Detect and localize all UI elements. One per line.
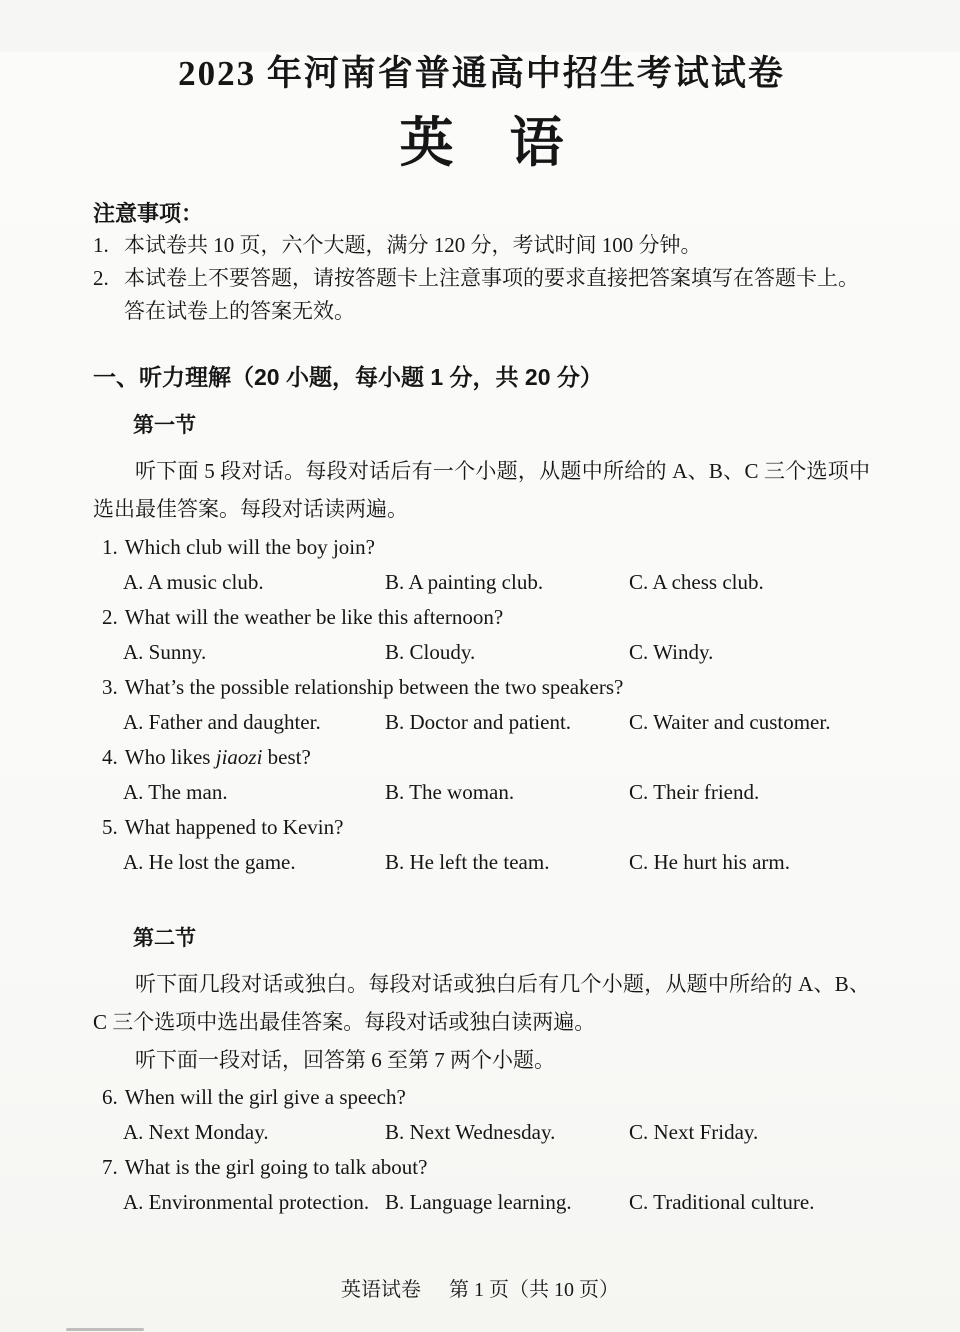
option-c: C. Traditional culture. xyxy=(629,1190,815,1215)
question-text: 3. What’s the possible relationship between the two speakers? xyxy=(102,675,624,700)
part1-heading: 第一节 xyxy=(133,414,196,438)
question-options xyxy=(93,635,870,670)
option-c: C. Next Friday. xyxy=(629,1120,759,1145)
page-footer xyxy=(0,1278,960,1302)
notice-section xyxy=(93,199,870,328)
option-b: B. A painting club. xyxy=(385,570,544,595)
option-b: B. The woman. xyxy=(385,780,515,805)
listening-section-heading: 一、听力理解（20 小题，每小题 1 分，共 20 分） xyxy=(93,364,603,390)
option-b: B. Cloudy. xyxy=(385,640,476,665)
option-c: C. Their friend. xyxy=(629,780,760,805)
question-text: 4. Who likes jiaozi best? xyxy=(102,745,311,770)
option-a: A. Sunny. xyxy=(123,640,207,665)
question-2 xyxy=(93,600,870,670)
question-number: 6. xyxy=(102,1085,118,1110)
option-c: C. Windy. xyxy=(629,640,714,665)
question-text: 6. When will the girl give a speech? xyxy=(102,1085,406,1110)
part2-dialog-note: 听下面一段对话，回答第 6 至第 7 两个小题。 xyxy=(135,1048,555,1073)
option-c: C. He hurt his arm. xyxy=(629,850,790,875)
notice-item-1 xyxy=(93,229,870,262)
option-b: B. Language learning. xyxy=(385,1190,572,1215)
notice-item-number: 2. xyxy=(93,266,109,290)
question-options xyxy=(93,1115,870,1150)
part2-questions xyxy=(93,1080,870,1220)
notice-item-2 xyxy=(93,262,870,328)
option-b: B. He left the team. xyxy=(385,850,550,875)
scan-artifact xyxy=(66,1328,144,1331)
question-number: 2. xyxy=(102,605,118,630)
notice-heading: 注意事项： xyxy=(93,201,204,226)
part2-instructions: 听下面几段对话或独白。每段对话或独白后有几个小题，从题中所给的 A、B、C 三个选项中选出最佳答案。每段对话或独白读两遍。 xyxy=(93,972,870,1034)
part1-instructions: 听下面 5 段对话。每段对话后有一个小题，从题中所给的 A、B、C 三个选项中选出最佳答案。每段对话读两遍。 xyxy=(93,459,870,521)
question-options xyxy=(93,565,870,600)
subject-title xyxy=(93,114,870,173)
option-c: C. Waiter and customer. xyxy=(629,710,831,735)
notice-item-text: 本试卷上不要答题，请按答题卡上注意事项的要求直接把答案填写在答题卡上。答在试卷上的答案无效。 xyxy=(124,266,859,323)
exam-paper-page xyxy=(0,52,960,1332)
footer-page-number: 第 1 页（共 10 页） xyxy=(449,1279,619,1301)
question-options xyxy=(93,1185,870,1220)
italic-term: jiaozi xyxy=(215,745,263,770)
question-text: 1. Which club will the boy join? xyxy=(102,535,375,560)
question-number: 1. xyxy=(102,535,118,560)
listening-section xyxy=(93,362,870,1220)
subject-char-1: 英 xyxy=(399,113,454,173)
option-b: B. Doctor and patient. xyxy=(385,710,572,735)
question-options xyxy=(93,775,870,810)
question-5 xyxy=(93,810,870,880)
option-a: A. The man. xyxy=(123,780,228,805)
question-number: 7. xyxy=(102,1155,118,1180)
option-a: A. Father and daughter. xyxy=(123,710,321,735)
option-c: C. A chess club. xyxy=(629,570,764,595)
question-number: 4. xyxy=(102,745,118,770)
question-text: 2. What will the weather be like this afternoon? xyxy=(102,605,504,630)
question-options xyxy=(93,705,870,740)
question-number: 3. xyxy=(102,675,118,700)
page-title: 2023 年河南省普通高中招生考试试卷 xyxy=(178,54,785,93)
part1-questions xyxy=(93,530,870,880)
subject-char-2: 语 xyxy=(509,113,564,173)
question-6 xyxy=(93,1080,870,1150)
question-text: 7. What is the girl going to talk about? xyxy=(102,1155,428,1180)
question-4 xyxy=(93,740,870,810)
option-a: A. A music club. xyxy=(123,570,264,595)
question-7 xyxy=(93,1150,870,1220)
option-b: B. Next Wednesday. xyxy=(385,1120,556,1145)
option-a: A. Next Monday. xyxy=(123,1120,269,1145)
part2-block xyxy=(93,925,870,1220)
notice-item-text: 本试卷共 10 页，六个大题，满分 120 分，考试时间 100 分钟。 xyxy=(124,233,702,257)
footer-label: 英语试卷 xyxy=(341,1279,421,1301)
option-a: A. He lost the game. xyxy=(123,850,296,875)
notice-item-number: 1. xyxy=(93,233,109,257)
question-3 xyxy=(93,670,870,740)
part2-heading: 第二节 xyxy=(133,927,196,951)
question-options xyxy=(93,845,870,880)
question-text: 5. What happened to Kevin? xyxy=(102,815,344,840)
question-number: 5. xyxy=(102,815,118,840)
question-1 xyxy=(93,530,870,600)
option-a: A. Environmental protection. xyxy=(123,1190,370,1215)
